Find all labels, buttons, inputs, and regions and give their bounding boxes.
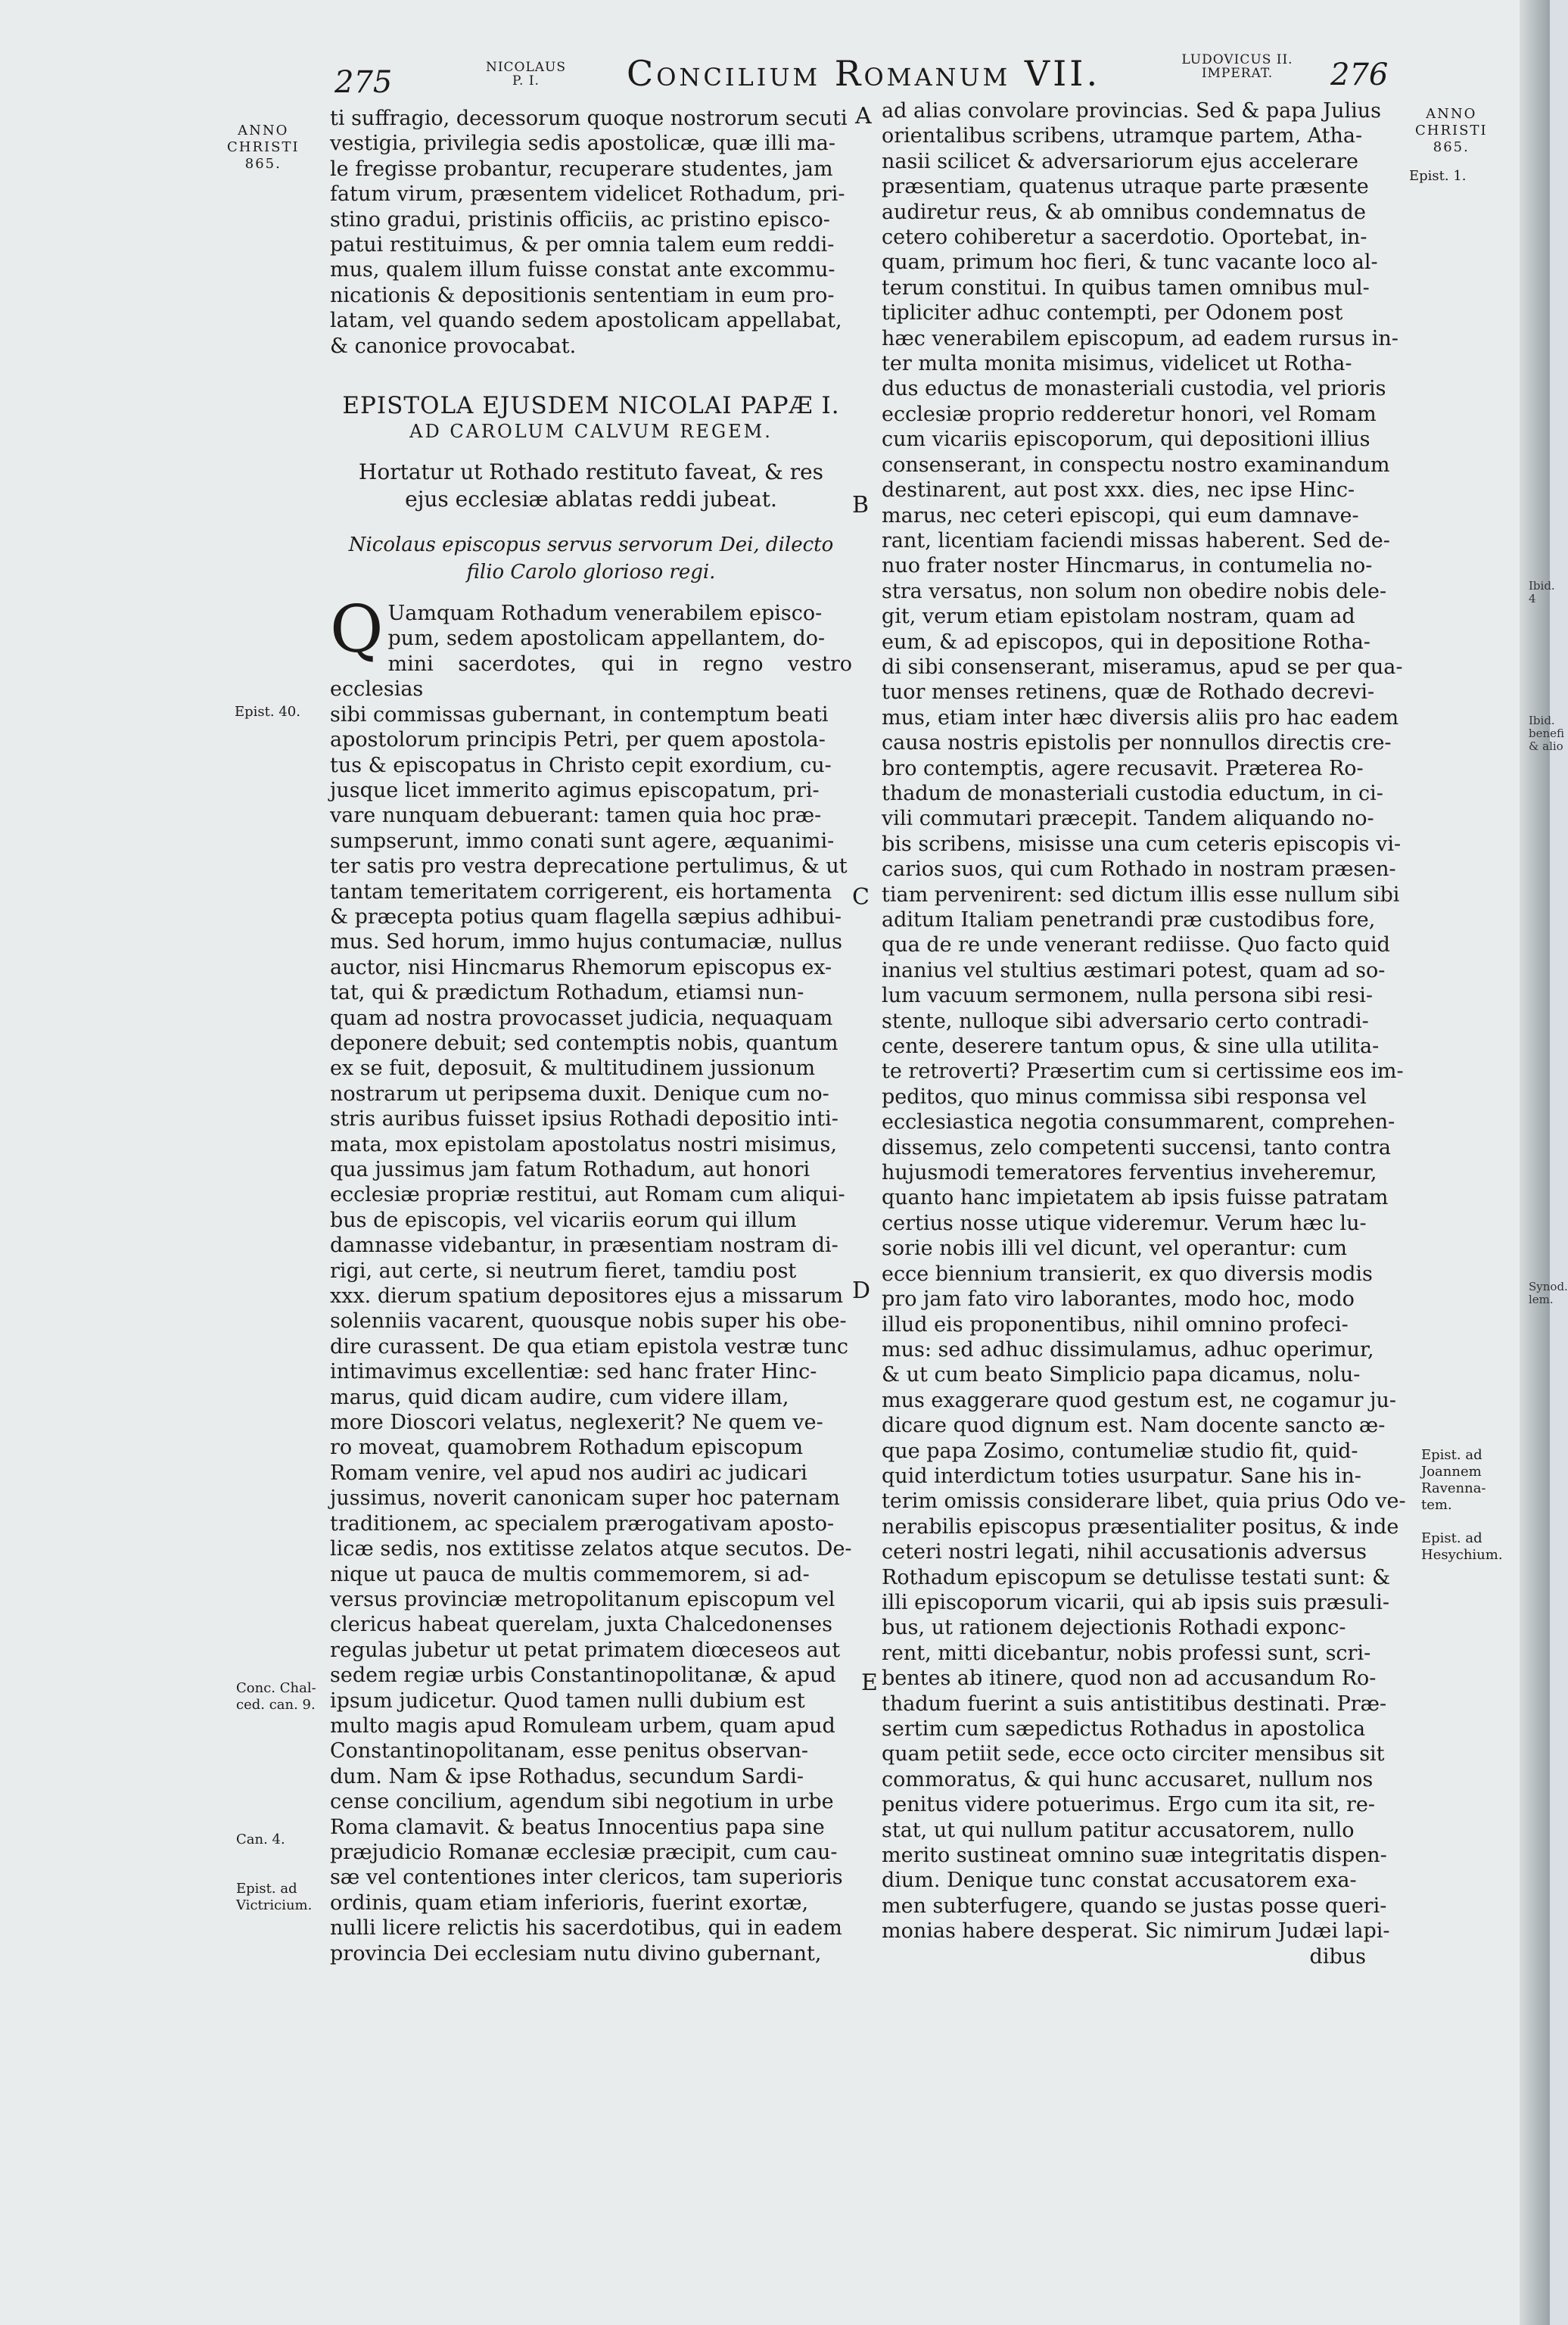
right-page-number: 276: [1330, 58, 1389, 92]
text-line: nasii scilicet & adversariorum ejus accelerare: [882, 149, 1358, 173]
text-line: præjudicio Romanæ ecclesiæ præcipit, cum cau-: [330, 1840, 838, 1864]
text-line: cense concilium, agendum sibi negotium in urbe: [330, 1790, 834, 1814]
epistle-salutation: Nicolaus episcopus servus servorum Dei, dilecto filio Carolo glorioso regi.: [348, 534, 834, 584]
text-line: Roma clamavit. & beatus Innocentius papa sine: [330, 1815, 825, 1839]
text-line: vare nunquam debuerant: tamen quia hoc præ-: [330, 804, 822, 828]
text-line: commoratus, & qui hunc accusaret, nullum nos: [882, 1767, 1374, 1791]
text-line: stra versatus, non solum non obedire nobis dele-: [882, 579, 1387, 603]
text-line: git, verum etiam epistolam nostram, quam ad: [882, 605, 1355, 629]
text-line: orientalibus scribens, utramque partem, Atha-: [882, 124, 1363, 148]
text-line: & canonice provocabat.: [330, 334, 577, 358]
text-line: rigi, aut certe, si neutrum fieret, tamdiu post: [330, 1259, 797, 1283]
text-line: tantam temeritatem corrigerent, eis hortamenta: [330, 879, 832, 904]
text-line: stino gradui, pristinis officiis, ac pristino episco-: [330, 207, 830, 232]
text-line: thadum de monasteriali custodia eductum, in ci-: [882, 781, 1383, 805]
text-line: & præcepta potius quam flagella sæpius adhibui-: [330, 904, 842, 929]
text-line: mus: sed adhuc dissimulamus, adhuc operimur,: [882, 1337, 1374, 1362]
text-line: ordinis, quam etiam inferioris, fuerint exortæ,: [330, 1891, 809, 1915]
margin-anno-left: ANNO CHRISTI 865.: [227, 123, 300, 172]
text-line: illi episcoporum vicarii, qui ab ipsis suis præsuli-: [882, 1590, 1389, 1614]
text-line: que papa Zosimo, contumeliæ studio fit, quid-: [882, 1439, 1358, 1463]
text-line: vili commutari præcepit. Tandem aliquando no-: [882, 807, 1374, 831]
text-line: bro contemptis, agere recusavit. Præterea Ro-: [882, 756, 1364, 780]
text-line: sumpserunt, immo conati sunt agere, æquanimi-: [330, 829, 835, 853]
text-line: cente, deserere tantum opus, & sine ulla utilita-: [882, 1035, 1380, 1059]
text-line: illud eis proponentibus, nihil omnino profeci-: [882, 1312, 1349, 1337]
text-line: quid interdictum toties usurpatur. Sane his in-: [882, 1464, 1361, 1488]
text-line: carios suos, qui cum Rothado in nostram præsen-: [882, 857, 1396, 882]
text-line: fatum virum, præsentem videlicet Rothadum, pri-: [330, 182, 845, 207]
text-line: Constantinopolitanam, esse penitus observan-: [330, 1739, 808, 1763]
text-line: sedem regiæ urbis Constantinopolitanæ, & apud: [330, 1664, 836, 1688]
text-line: nerabilis episcopus præsentialiter positus, & inde: [882, 1514, 1399, 1539]
text-line: peditos, quo minus commissa sibi responsa vel: [882, 1085, 1367, 1109]
margin-anno-right: ANNO CHRISTI 865.: [1415, 106, 1488, 155]
left-page-number: 275: [334, 65, 393, 100]
left-column: [330, 106, 852, 1966]
text-line: quanto hanc impietatem ab ipsis fuisse patratam: [882, 1186, 1389, 1210]
text-line: penitus videre potuerimus. Ergo cum ita sit, re-: [882, 1793, 1376, 1817]
text-line: ad alias convolare provincias. Sed & papa Julius: [882, 99, 1381, 123]
epistle-heading: EPISTOLA EJUSDEM NICOLAI PAPÆ I.: [342, 392, 840, 420]
text-line: regulas jubetur ut petat primatem diœceseos aut: [330, 1638, 841, 1662]
text-line: deponere debuit; sed contemptis nobis, quantum: [330, 1031, 838, 1055]
right-body-text: [882, 98, 1411, 1944]
text-line: mus, etiam inter hæc diversis aliis pro hac eadem: [882, 705, 1399, 730]
text-line: quam petiit sede, ecce octo circiter mensibus sit: [882, 1742, 1385, 1766]
text-line: pum, sedem apostolicam appellantem, do-: [387, 627, 826, 651]
margin-epist-1: Epist. 1.: [1409, 168, 1467, 184]
text-line: Romam venire, vel apud nos audiri ac judicari: [330, 1461, 807, 1485]
text-line: ecclesiastica negotia consummarent, comprehen-: [882, 1110, 1395, 1134]
text-line: le fregisse probantur, recuperare studentes, jam: [330, 157, 833, 181]
margin-epist-joannem: Epist. ad Joannem Ravenna- tem.: [1421, 1447, 1486, 1513]
text-line: quam, primum hoc fieri, & tunc vacante loco al-: [882, 251, 1378, 275]
left-opening-text: [330, 106, 852, 359]
text-line: destinarent, aut post xxx. dies, nec ipse Hinc-: [882, 478, 1355, 503]
epistle-body: [330, 592, 852, 1966]
text-line: nostrarum ut peripsema duxit. Denique cum no-: [330, 1082, 829, 1106]
text-line: hæc venerabilem episcopum, ad eadem rursus in-: [882, 326, 1398, 350]
text-line: nulli licere relictis his sacerdotibus, qui in eadem: [330, 1916, 842, 1941]
epistle-summary: Hortatur ut Rothado restituto faveat, & res ejus ecclesiæ ablatas reddi jubeat.: [358, 459, 824, 512]
text-line: traditionem, ac specialem prærogativam aposto-: [330, 1511, 835, 1536]
text-line: te retroverti? Præsertim cum si certissime eos im-: [882, 1060, 1404, 1084]
margin-conc-chalced: Conc. Chal- ced. can. 9.: [236, 1680, 316, 1713]
text-line: inanius vel stultius æstimari potest, quam ad so-: [882, 958, 1386, 982]
text-line: dissemus, zelo competenti succensi, tanto contra: [882, 1135, 1391, 1159]
text-line: xxx. dierum spatium depositores ejus a missarum: [330, 1284, 844, 1309]
text-line: ex se fuit, deposuit, & multitudinem jussionum: [330, 1057, 816, 1081]
text-line: terim omissis considerare libet, quia prius Odo ve-: [882, 1489, 1406, 1514]
text-line: dium. Denique tunc constat accusatorem exa-: [882, 1869, 1357, 1893]
text-line: Uamquam Rothadum venerabilem episco-: [387, 602, 823, 626]
text-line: di sibi consenserant, miseramus, apud se per qua-: [882, 655, 1403, 679]
text-line: præsentiam, quatenus utraque parte præsente: [882, 175, 1369, 199]
text-line: tat, qui & prædictum Rothadum, etiamsi nun-: [330, 981, 804, 1005]
text-line: tuor menses retinens, quæ de Rothado decrevi-: [882, 680, 1375, 705]
left-running-subhead: NICOLAUS P. I.: [485, 60, 567, 89]
text-line: aditum Italiam penetrandi præ custodibus fore,: [882, 908, 1376, 932]
edge-note-2: Ibid. benefi & alio: [1529, 714, 1565, 753]
text-line: versus provinciæ metropolitanum episcopum vel: [330, 1587, 835, 1611]
section-letter-e: E: [861, 1670, 878, 1696]
text-line: & ut cum beato Simplicio papa dicamus, nolu-: [882, 1363, 1361, 1387]
text-line: latam, vel quando sedem apostolicam appellabat,: [330, 309, 842, 333]
text-line: monias habere desperat. Sic nimirum Judæi lapi-: [882, 1919, 1390, 1944]
section-letter-c: C: [852, 884, 870, 910]
text-line: qua de re unde venerant rediisse. Quo facto quid: [882, 933, 1390, 957]
text-line: damnasse videbantur, in præsentiam nostram di-: [330, 1234, 838, 1258]
text-line: ecclesiæ proprio redderetur honori, vel Romam: [882, 402, 1377, 426]
section-letter-b: B: [852, 492, 870, 518]
text-line: ter multa monita misimus, videlicet ut Rotha-: [882, 352, 1352, 376]
margin-epist-40: Epist. 40.: [235, 704, 300, 720]
text-line: jussimus, noverit canonicam super hoc paternam: [330, 1486, 840, 1511]
text-line: causa nostris epistolis per nonnullos directis cre-: [882, 731, 1392, 755]
text-line: quam ad nostra provocasset judicia, nequaquam: [330, 1006, 833, 1030]
text-line: more Dioscori velatus, neglexerit? Ne quem ve-: [330, 1411, 823, 1435]
text-line: cetero cohiberetur a sacerdotio. Oportebat, in-: [882, 226, 1367, 250]
text-line: vestigia, privilegia sedis apostolicæ, quæ illi ma-: [330, 132, 835, 156]
text-line: sæ vel contentiones inter clericos, tam superioris: [330, 1866, 843, 1890]
text-line: mata, mox epistolam apostolatus nostri misimus,: [330, 1132, 837, 1156]
text-line: marus, quid dicam audire, cum videre illam,: [330, 1385, 789, 1409]
text-line: mus, qualem illum fuisse constat ante excommu-: [330, 258, 835, 282]
text-line: stat, ut qui nullum patitur accusatorem, nullo: [882, 1818, 1355, 1842]
text-line: terum constitui. In quibus tamen omnibus mul-: [882, 275, 1370, 300]
section-letter-d: D: [852, 1278, 871, 1304]
text-line: certius nosse utique videremur. Verum hæc lu-: [882, 1211, 1367, 1235]
text-line: auctor, nisi Hincmarus Rhemorum episcopus ex-: [330, 955, 832, 979]
edge-note-3: Synod. lem.: [1529, 1280, 1568, 1306]
text-line: nique ut pauca de multis commemorem, si ad-: [330, 1562, 810, 1586]
text-line: rant, licentiam faciendi missas haberent. Sed de-: [882, 528, 1390, 552]
text-line: sertim cum sæpedictus Rothadus in apostolica: [882, 1717, 1366, 1741]
text-line: tipliciter adhuc contempti, per Odonem post: [882, 301, 1343, 325]
text-line: ecclesiæ propriæ restitui, aut Romam cum aliqui-: [330, 1183, 845, 1207]
text-line: stente, nulloque sibi adversario certo contradi-: [882, 1009, 1369, 1033]
text-line: consenserant, in conspectu nostro examinandum: [882, 453, 1390, 477]
text-line: solenniis vacarent, quousque nobis super his obe-: [330, 1309, 847, 1334]
text-line: intimavimus excellentiæ: sed hanc frater Hinc-: [330, 1360, 817, 1384]
text-line: qua jussimus jam fatum Rothadum, aut honori: [330, 1158, 810, 1181]
running-title: Concilium Romanum VII.: [627, 53, 1101, 94]
margin-epist-victricium: Epist. ad Victricium.: [236, 1881, 313, 1913]
text-line: eum, & ad episcopos, qui in depositione Rotha-: [882, 630, 1370, 654]
text-line: hujusmodi temeratores ferventius inveheremur,: [882, 1161, 1377, 1185]
drop-cap: Q: [330, 592, 384, 668]
margin-can-4: Can. 4.: [236, 1832, 285, 1847]
text-line: mus. Sed horum, immo hujus contumaciæ, nullus: [330, 930, 843, 954]
text-line: ro moveat, quamobrem Rothadum episcopum: [330, 1436, 804, 1460]
text-line: tiam pervenirent: sed dictum illis esse nullum sibi: [882, 882, 1400, 907]
text-line: men subterfugere, quando se justas posse queri-: [882, 1894, 1387, 1918]
epistle-subheading: AD CAROLUM CALVUM REGEM.: [409, 421, 773, 443]
text-line: licæ sedis, nos extitisse zelatos atque secutos. De-: [330, 1537, 852, 1561]
text-line: sibi commissas gubernant, in contemptum beati: [330, 702, 829, 727]
text-line: jusque licet immerito agimus episcopatum, pri-: [330, 778, 820, 802]
text-line: clericus habeat querelam, juxta Chalcedonenses: [330, 1613, 832, 1637]
catchword: dibus: [1309, 1944, 1366, 1969]
text-line: cum vicariis episcoporum, qui depositioni illius: [882, 428, 1370, 452]
text-line: bus de episcopis, vel vicariis eorum qui illum: [330, 1208, 797, 1232]
text-line: nuo frater noster Hincmarus, in contumelia no-: [882, 554, 1373, 578]
right-column: [882, 98, 1411, 1969]
text-line: rent, mitti dicebantur, nobis professi sunt, scri-: [882, 1641, 1371, 1665]
text-line: stris auribus fuisset ipsius Rothadi depositio inti-: [330, 1107, 838, 1131]
text-line: dire curassent. De qua etiam epistola vestræ tunc: [330, 1334, 849, 1359]
text-line: provincia Dei ecclesiam nutu divino gubernant,: [330, 1941, 822, 1966]
text-line: lum vacuum sermonem, nulla persona sibi resi-: [882, 984, 1373, 1008]
text-line: ter satis pro vestra deprecatione pertulimus, & ut: [330, 854, 848, 879]
text-line: pro jam fato viro laborantes, modo hoc, modo: [882, 1287, 1355, 1312]
text-line: bus, ut rationem dejectionis Rothadi exponc-: [882, 1616, 1346, 1640]
text-line: tus & episcopatus in Christo cepit exordium, cu-: [330, 753, 832, 777]
text-line: ecce biennium transierit, ex quo diversis modis: [882, 1262, 1373, 1286]
text-line: dum. Nam & ipse Rothadus, secundum Sardi-: [330, 1764, 804, 1788]
text-line: merito sustineat omnino suæ integritatis dispen-: [882, 1844, 1387, 1868]
text-line: bentes ab itinere, quod non ad accusandum Ro-: [882, 1667, 1377, 1691]
text-line: multo magis apud Romuleam urbem, quam apud: [330, 1713, 835, 1738]
text-line: patui restituimus, & per omnia talem eum reddi-: [330, 233, 835, 257]
text-line: nicationis & depositionis sententiam in eum pro-: [330, 283, 835, 307]
text-line: dicare quod dignum est. Nam docente sancto æ-: [882, 1414, 1386, 1438]
text-line: audiretur reus, & ab omnibus condemnatus de: [882, 200, 1366, 224]
right-running-subhead: LUDOVICUS II. IMPERAT.: [1181, 52, 1293, 81]
text-line: marus, nec ceteri episcopi, qui eum damnave-: [882, 503, 1359, 528]
text-line: mus exaggerare quod gestum est, ne cogamur ju-: [882, 1388, 1397, 1412]
text-line: Rothadum episcopum se detulisse testati sunt: &: [882, 1565, 1391, 1589]
edge-note-1: Ibid. 4: [1529, 579, 1555, 605]
text-line: ceteri nostri legati, nihil accusationis adversus: [882, 1540, 1367, 1564]
margin-epist-hesychium: Epist. ad Hesychium.: [1421, 1530, 1503, 1563]
text-line: mini sacerdotes, qui in regno vestro ecclesias: [330, 652, 852, 702]
text-line: sorie nobis illi vel dicunt, vel operantur: cum: [882, 1237, 1347, 1261]
text-line: bis scribens, misisse una cum ceteris episcopis vi-: [882, 832, 1402, 856]
section-letter-a: A: [855, 103, 872, 129]
text-line: ti suffragio, decessorum quoque nostrorum secuti: [330, 107, 848, 130]
text-line: dus eductus de monasteriali custodia, vel prioris: [882, 377, 1386, 401]
text-line: ipsum judicetur. Quod tamen nulli dubium est: [330, 1689, 805, 1713]
page-edge-shadow: [1520, 0, 1550, 2325]
text-line: apostolorum principis Petri, per quem apostola-: [330, 728, 826, 752]
text-line: thadum fuerint a suis antistitibus destinati. Præ-: [882, 1692, 1387, 1716]
